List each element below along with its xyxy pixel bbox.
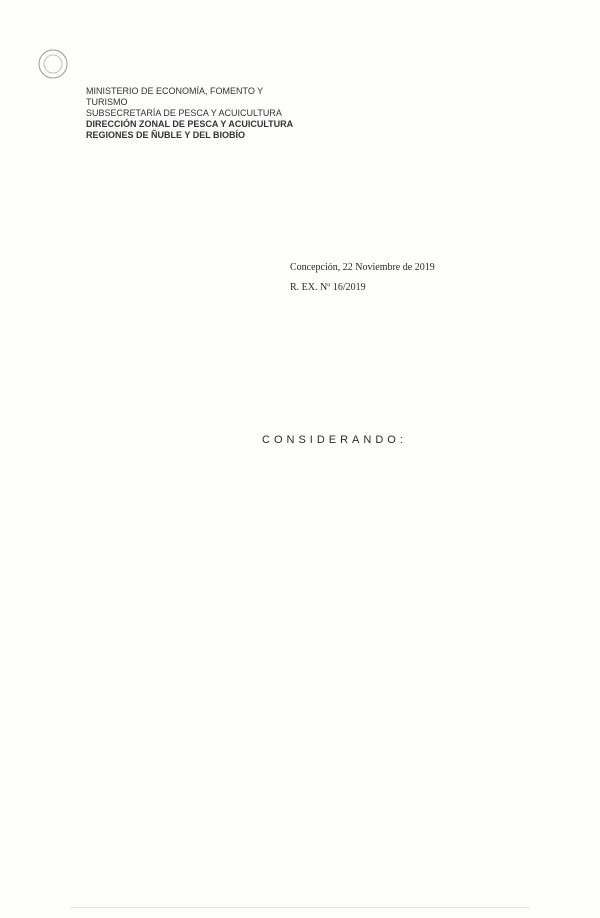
considerando-item-5 [80, 700, 520, 740]
considerando-item-2 [80, 540, 520, 568]
resolution-subject [290, 218, 530, 248]
letterhead [86, 86, 296, 152]
regions-name: REGIONES DE ÑUBLE Y DEL BIOBÍO [86, 130, 246, 140]
subsecretariat-name: SUBSECRETARÍA DE PESCA Y ACUICULTURA [86, 108, 282, 118]
resolution-number: R. EX. Nº 16/2019 [290, 282, 366, 293]
footer-divider [70, 907, 530, 908]
visto-paragraph [80, 306, 520, 402]
considerando-item-1 [80, 470, 520, 526]
considerando-heading: CONSIDERANDO: [262, 434, 407, 446]
considerando-item-3 [80, 582, 520, 622]
considerando-item-6 [80, 762, 520, 802]
government-seal-icon [37, 48, 69, 80]
ministry-name: MINISTERIO DE ECONOMÍA, FOMENTO Y TURISMO [86, 86, 264, 107]
considerando-item-4 [80, 640, 520, 680]
directorate-name: DIRECCIÓN ZONAL DE PESCA Y ACUICULTURA [86, 119, 294, 129]
address-line [86, 141, 296, 152]
place-date: Concepción, 22 Noviembre de 2019 [290, 262, 435, 273]
